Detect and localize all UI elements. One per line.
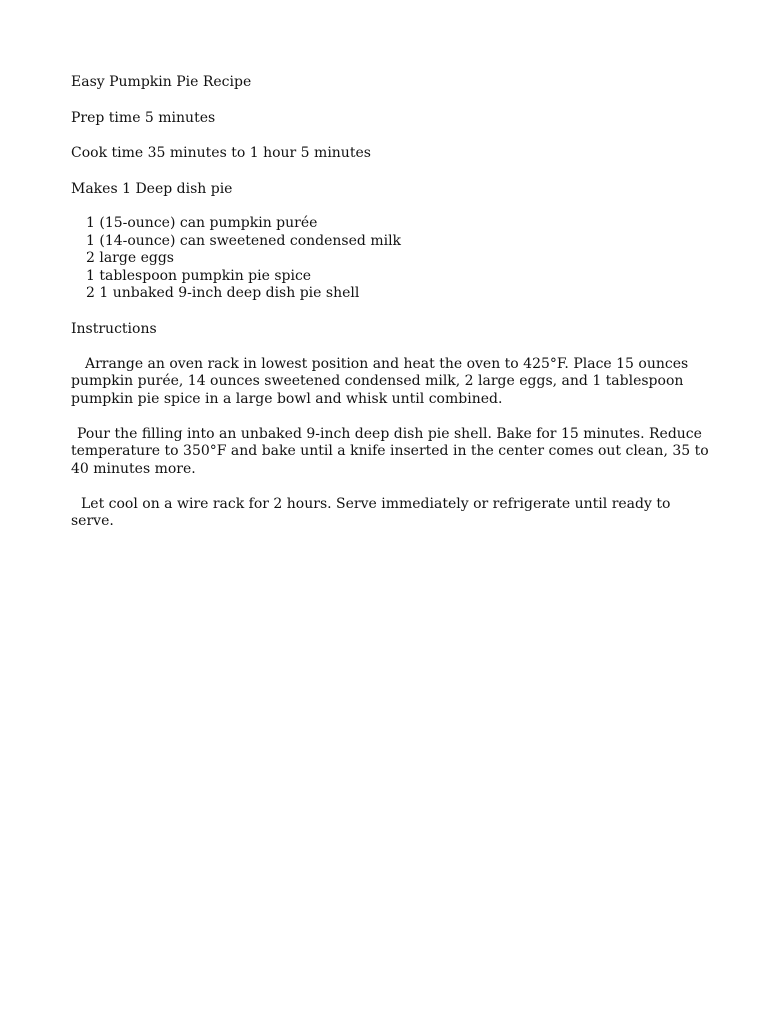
cook-time: Cook time 35 minutes to 1 hour 5 minutes <box>71 145 371 161</box>
ingredient-item: 2 1 unbaked 9-inch deep dish pie shell <box>86 285 360 301</box>
instructions-heading: Instructions <box>71 321 157 337</box>
ingredient-item: 1 tablespoon pumpkin pie spice <box>86 267 312 284</box>
ingredients-list <box>71 215 711 303</box>
instruction-step: Pour the filling into an unbaked 9-inch deep dish pie shell. Bake for 15 minutes. Reduce temperature to 350°F and bake until a knife inserted in the center comes out clean, 35 to 40 minutes more. <box>71 425 709 477</box>
yield: Makes 1 Deep dish pie <box>71 180 233 197</box>
instruction-step: Let cool on a wire rack for 2 hours. Serve immediately or refrigerate until ready to serve. <box>71 495 671 529</box>
instruction-step: Arrange an oven rack in lowest position and heat the oven to 425°F. Place 15 ounces pumpkin purée, 14 ounces sweetened condensed milk, 2 large eggs, and 1 tablespoon pumpkin pie spice in a large bowl and whisk until combined. <box>71 355 689 407</box>
ingredient-item: 1 (15-ounce) can pumpkin purée <box>86 215 318 231</box>
ingredient-item: 2 large eggs <box>86 250 174 266</box>
recipe-title: Easy Pumpkin Pie Recipe <box>71 74 252 90</box>
ingredient-item: 1 (14-ounce) can sweetened condensed milk <box>86 232 402 249</box>
prep-time: Prep time 5 minutes <box>71 109 216 126</box>
recipe-document <box>71 73 711 531</box>
